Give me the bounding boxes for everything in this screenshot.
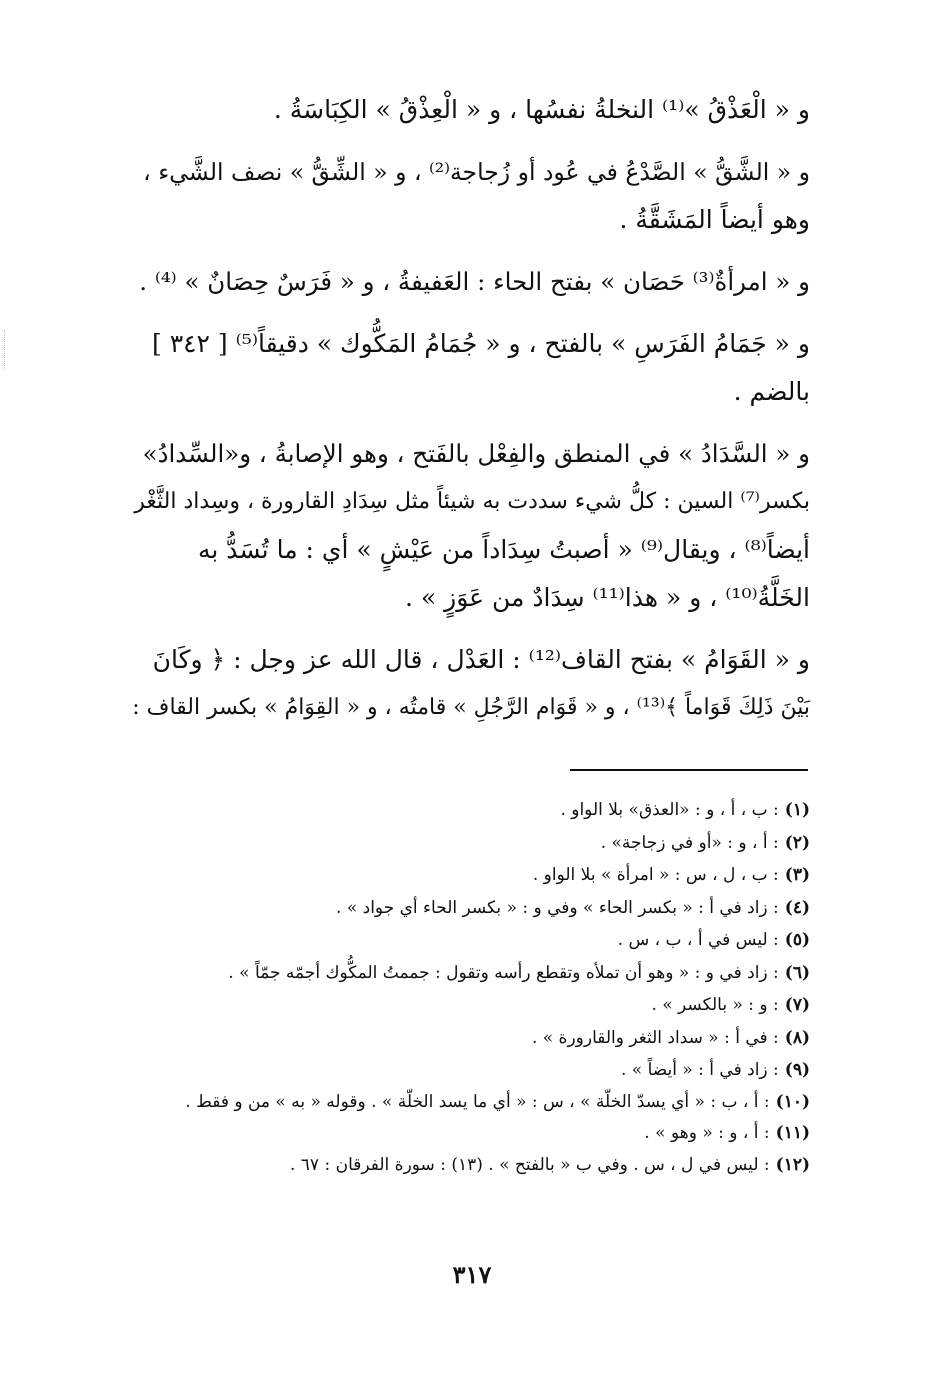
- footnote: [120, 1087, 810, 1117]
- text-line: و « امرأةٌ⁽³⁾ حَصَان » بفتح الحاء : العَفيفةُ ، و « فَرَسٌ حِصَانٌ » ⁽⁴⁾ .: [139, 267, 810, 296]
- footnote-number: (٨): [784, 1027, 810, 1048]
- footnote-text: : أ ، و : «أو في زجاجة» .: [600, 832, 779, 853]
- paragraph: [132, 86, 810, 134]
- text-line: بَيْنَ ذَلِكَ قَوَاماً ﴾⁽¹³⁾ ، و « قَوَام الرَّجُلِ » قامتُه ، و « القِوَامُ » بكسر القاف :: [132, 695, 810, 720]
- footnote: [120, 827, 810, 860]
- text-line: بكسر⁽⁷⁾ السين : كلُّ شيء سددت به شيئاً مثل سِدَادِ القارورة ، وسِداد الثَّغْر: [134, 489, 810, 514]
- text-line: بالضم .: [733, 377, 810, 406]
- paragraph: [132, 636, 810, 732]
- footnote: [120, 1149, 810, 1182]
- paragraph: [132, 148, 810, 244]
- footnote: [120, 1117, 810, 1150]
- paragraph: [132, 258, 810, 306]
- footnote-text: : في أ : « سداد الثغر والقارورة » .: [531, 1027, 779, 1048]
- text-line: الخَلَّةُ⁽¹⁰⁾ ، و « هذا⁽¹¹⁾ سِدَادٌ من عَوَزٍ » .: [405, 583, 810, 612]
- footnote-text: : زاد في أ : « بكسر الحاء » وفي و : « بكسر الحاء أي جواد » .: [336, 897, 779, 918]
- footnote-text: : ب ، أ ، و : «العذق» بلا الواو .: [560, 800, 779, 820]
- paragraph: [132, 430, 810, 622]
- footnote: [120, 794, 810, 827]
- footnote: [120, 924, 810, 957]
- footnote-number: (٩): [784, 1060, 810, 1080]
- footnote: [120, 1054, 810, 1087]
- footnote: [120, 859, 810, 892]
- text-line: أيضاً⁽⁸⁾ ، ويقال⁽⁹⁾ « أصبتُ سِدَاداً من عَيْشٍ » أي : ما تُسَدُّ به: [197, 535, 810, 564]
- footnote-text: : زاد في أ : « أيضاً » .: [620, 1060, 779, 1080]
- footnote-text: : زاد في و : « وهو أن تملأه وتقطع رأسه وتقول : جممتُ المكُّوك أجمّه جمّاً » .: [228, 962, 779, 983]
- footnote-number: (١): [784, 800, 810, 820]
- footnote-text: : أ ، و : « وهو » .: [644, 1122, 770, 1143]
- footnote: [120, 1022, 810, 1055]
- margin-mark: [4, 330, 8, 370]
- footnote-text: : ب ، ل ، س : « امرأة » بلا الواو .: [532, 865, 779, 885]
- footnote-number: (١٠): [775, 1091, 810, 1112]
- footnote-text: : ليس في أ ، ب ، س .: [617, 930, 779, 950]
- main-text: [132, 86, 810, 746]
- footnote-text: : أ ، ب : « أي يسدّ الخلّة » ، س : « أي ما يسد الخلّة » . وقوله « به » من و فقط .: [185, 1091, 770, 1112]
- footnote-number: (٧): [784, 995, 810, 1015]
- footnote-number: (١٢): [775, 1155, 810, 1175]
- text-line: و « الشَّقُّ » الصَّدْعُ في عُود أو زُجاجة⁽²⁾ ، و « الشِّقُّ » نصف الشَّيء ،: [143, 158, 810, 186]
- page-number: ٣١٧: [452, 1260, 492, 1289]
- footnote-number: (١١): [775, 1122, 810, 1143]
- footnote: [120, 892, 810, 925]
- footnote: [120, 957, 810, 990]
- footnote-number: (٣): [784, 865, 810, 885]
- footnote-number: (٤): [784, 897, 810, 918]
- footnote-number: (٢): [784, 832, 810, 853]
- text-line: و « القَوَامُ » بفتح القاف⁽¹²⁾ : العَدْل ، قال الله عز وجل : ﴿ وكَانَ: [152, 645, 810, 674]
- footnote-text: : ليس في ل ، س . وفي ب « بالفتح » . (١٣) : سورة الفرقان : ٦٧ .: [289, 1155, 770, 1175]
- text-line: و « الْعَذْقُ »⁽¹⁾ النخلةُ نفسُها ، و « الْعِذْقُ » الكِبَاسَةُ .: [273, 95, 810, 124]
- paragraph: [132, 320, 810, 416]
- text-line: و « السَّدَادُ » في المنطق والفِعْل بالفَتح ، وهو الإصابةُ ، و«السِّدادُ»: [142, 439, 810, 468]
- footnote-text: : و : « بالكسر » .: [651, 995, 779, 1015]
- text-line: وهو أيضاً المَشَقَّةُ .: [619, 205, 810, 234]
- text-line: و « جَمَامُ الفَرَسِ » بالفتح ، و « جُمَامُ المَكُّوك » دقيقاً⁽⁵⁾ [ ٣٤٢ ]: [151, 329, 810, 358]
- footnote-number: (٥): [784, 930, 810, 950]
- footnote-number: (٦): [784, 962, 810, 983]
- footnote-divider: [570, 769, 808, 771]
- footnotes: [120, 794, 810, 1182]
- footnote: [120, 989, 810, 1022]
